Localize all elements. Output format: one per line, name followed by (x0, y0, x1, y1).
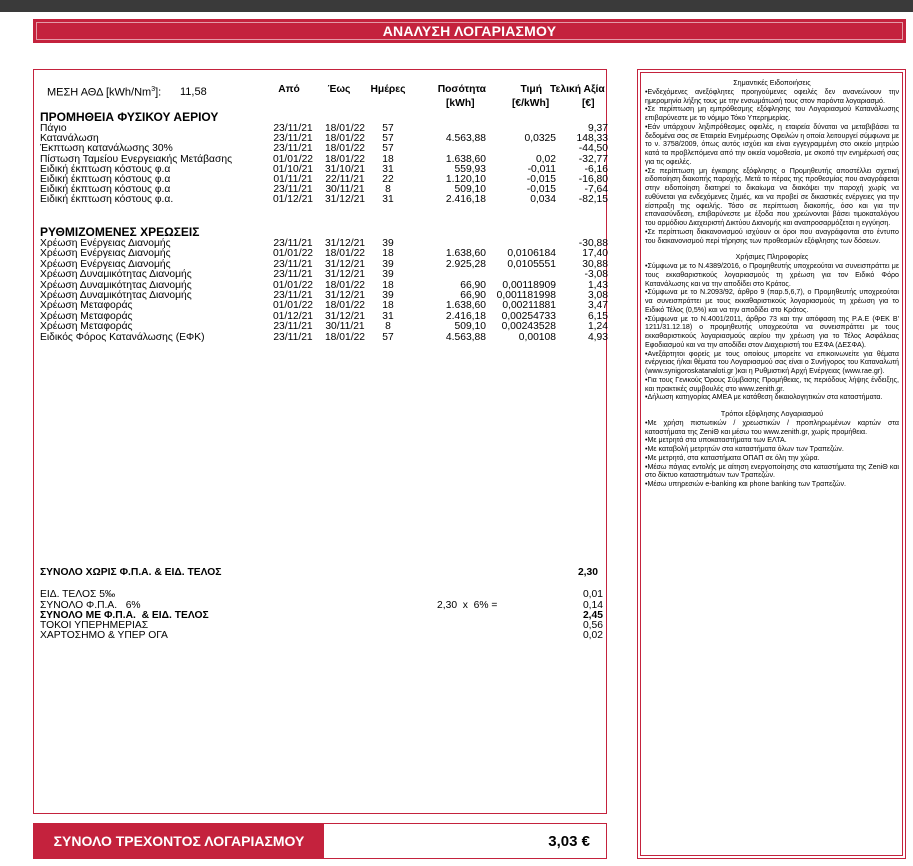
payment-method-item: •Με χρήση πιστωτικών / χρεωστικών / προπληρωμένων καρτών στα καταστήματα της ZeniΘ και μέσω του www.zenith.gr, χωρίς προμήθεια. (645, 418, 899, 436)
useful-info-item: •Σύμφωνα με το Ν.4389/2016, ο Προμηθευτής υποχρεούται να συνεισπράττει με τους εκκαθαριστικούς λογαριασμούς τη χρέωση για τον Ειδικό Φόρο Κατανάλωσης και να την αποδίδει στο Κράτος. (645, 262, 899, 288)
supply-row-days: 8 (385, 184, 391, 196)
supply-row-description: Ειδική έκπτωση κόστους φ.α (40, 163, 171, 175)
regulated-row-to-date: 31/12/21 (324, 238, 366, 249)
regulated-row-to-date: 18/01/22 (324, 300, 366, 312)
regulated-row-final-value: 1,43 (587, 279, 608, 291)
regulated-row-days: 18 (382, 279, 394, 291)
regulated-row-final-value: -30,88 (578, 238, 608, 249)
supply-row-description: Ειδική έκπτωση κόστους φ.α (40, 184, 171, 196)
useful-info-item: •Για τους Γενικούς Όρους Σύμβασης Προμήθειας, τις περιόδους λήψης ένδειξης, και πρακτικές συμβουλές στο www.zenith.gr. (645, 375, 899, 393)
supply-row-final-value: -16,80 (578, 174, 608, 185)
regulated-row-to-date: 31/12/21 (324, 310, 366, 322)
regulated-row-description: Χρέωση Δυναμικότητας Διανομής (40, 269, 192, 281)
regulated-row-price: 0,0105551 (507, 258, 556, 270)
regulated-row-final-value: 4,93 (587, 331, 608, 343)
regulated-row-description: Χρέωση Μεταφοράς (40, 321, 133, 333)
col-quantity-unit: [kWh] (446, 98, 475, 109)
regulated-row-final-value: -3,08 (584, 269, 608, 281)
regulated-row-quantity: 509,10 (454, 321, 486, 333)
supply-row-to-date: 18/01/22 (324, 153, 366, 165)
supply-title: ΠΡΟΜΗΘΕΙΑ ΦΥΣΙΚΟΥ ΑΕΡΙΟΥ (40, 110, 219, 124)
supply-row-price: -0,015 (526, 174, 556, 185)
supply-row-final-value: -44,50 (578, 143, 608, 155)
regulated-row-to-date: 18/01/22 (324, 279, 366, 291)
supply-row-to-date: 31/12/21 (324, 194, 366, 206)
col-days: Ημέρες (370, 84, 406, 95)
vat-value: 0,14 (582, 600, 603, 611)
regulated-row-price: 0,00118909 (502, 279, 556, 291)
supply-row-quantity: 559,93 (454, 163, 486, 175)
net-total-value: 2,30 (577, 567, 598, 578)
supply-row-days: 57 (382, 133, 394, 145)
important-notice-item: •Σε περίπτωση μη εμπρόθεσμης εξόφλησης του Λογαριασμού Κατανάλωσης επιβαρύνεστε με το νόμιμο Τόκο Υπερημερίας. (645, 105, 899, 122)
supply-row-price: -0,011 (527, 163, 556, 175)
useful-info-item: •Δήλωση κατηγορίας ΑΜΕΑ με κατάθεση δικαιολογητικών στα καταστήματα. (645, 393, 883, 402)
supply-row-quantity: 2.416,18 (445, 194, 486, 206)
regulated-row-to-date: 18/01/22 (324, 331, 366, 343)
regulated-row-price: 0,00211881 (502, 300, 556, 312)
col-final: Τελική Αξία (550, 84, 605, 95)
regulated-row-description: Χρέωση Ενέργειας Διανομής (40, 248, 171, 260)
regulated-row-description: Χρέωση Ενέργειας Διανομής (40, 238, 171, 249)
vat-calculation: 2,30 x 6% = (437, 600, 498, 611)
supply-row-from-date: 01/11/21 (273, 174, 313, 185)
regulated-row-from-date: 01/01/22 (272, 248, 314, 260)
supply-row-price: -0,015 (526, 184, 556, 196)
supply-row-to-date: 30/11/21 (325, 184, 365, 196)
supply-row-final-value: -6,16 (584, 163, 608, 175)
regulated-row-quantity: 1.638,60 (445, 248, 486, 260)
regulated-row-final-value: 3,47 (587, 300, 608, 312)
supply-row-to-date: 18/01/22 (324, 123, 366, 134)
regulated-row-price: 0,001181998 (496, 290, 556, 301)
supply-row-quantity: 4.563,88 (445, 133, 486, 145)
regulated-row-from-date: 23/11/21 (273, 269, 313, 281)
col-quantity: Ποσότητα (437, 84, 486, 95)
regulated-row-price: 0,00108 (518, 331, 556, 343)
supply-row-to-date: 31/10/21 (324, 163, 366, 175)
vat-label: ΣΥΝΟΛΟ Φ.Π.Α. 6% (40, 600, 141, 611)
supply-row-to-date: 18/01/22 (324, 143, 366, 155)
supply-row-from-date: 23/11/21 (273, 143, 313, 155)
supply-row-price: 0,0325 (524, 133, 556, 145)
supply-row-days: 18 (382, 153, 394, 165)
important-notice-item: •Εάν υπάρχουν ληξιπρόθεσμες οφειλές, η εταιρεία δύναται να μεταβιβάσει τα δεδομένα σας σε Εταιρεία Ενημέρωσης Οφειλών η οποία λειτουργεί σύμφωνα με το ν. 3758/2009, όπως αυτός ισχύει και είναι εγγεγραμμένη στο οικείο μητρώο κατά τα προβλεπόμενα από την οικεία νομοθεσία, με σκοπό την ενημέρωσή σας για τις οφειλές. (645, 122, 899, 166)
gross-total-label: ΣΥΝΟΛΟ ΜΕ Φ.Π.Α. & ΕΙΔ. ΤΕΛΟΣ (40, 610, 209, 621)
gross-total-value: 2,45 (582, 610, 603, 621)
supply-row-final-value: 148,33 (576, 133, 608, 145)
supply-row-days: 57 (382, 143, 394, 155)
regulated-row-days: 57 (382, 331, 394, 343)
regulated-row-from-date: 23/11/21 (273, 321, 313, 333)
regulated-row-final-value: 17,40 (582, 248, 608, 260)
regulated-row-from-date: 23/11/21 (273, 238, 313, 249)
regulated-row-from-date: 01/01/22 (272, 279, 314, 291)
col-to: Έως (327, 84, 351, 95)
supply-row-description: Πάγιο (40, 123, 67, 134)
supply-row-from-date: 23/11/21 (273, 123, 313, 134)
regulated-row-description: Χρέωση Μεταφοράς (40, 300, 133, 312)
page-title: ΑΝΑΛΥΣΗ ΛΟΓΑΡΙΑΣΜΟΥ (382, 23, 557, 39)
supply-row-to-date: 22/11/21 (325, 174, 365, 185)
stamp-duty-label: ΧΑΡΤΟΣΗΜΟ & ΥΠΕΡ ΟΓΑ (40, 630, 168, 641)
supply-row-description: Ειδική έκπτωση κόστους φ.α. (40, 194, 174, 206)
useful-info-item: •Σύμφωνα με το Ν.2093/92, άρθρο 9 (παρ.5,6,7), ο Προμηθευτής υποχρεούται να συνεισπράττει με τους εκκαθαριστικούς λογαριασμούς τη χρέωση για το Ειδικό Τέλος (0,5%) και να την αποδίδει στο Κράτος. (645, 288, 899, 314)
regulated-row-days: 39 (382, 269, 394, 281)
regulated-row-to-date: 31/12/21 (324, 290, 366, 301)
regulated-row-to-date: 31/12/21 (324, 269, 366, 281)
col-final-unit: [€] (582, 98, 595, 109)
supply-row-quantity: 1.638,60 (445, 153, 486, 165)
regulated-row-description: Ειδικός Φόρος Κατανάλωσης (ΕΦΚ) (40, 331, 205, 343)
current-bill-total-label: ΣΥΝΟΛΟ ΤΡΕΧΟΝΤΟΣ ΛΟΓΑΡΙΑΣΜΟΥ (34, 824, 324, 858)
regulated-row-days: 39 (382, 290, 394, 301)
supply-row-from-date: 23/11/21 (273, 184, 313, 196)
regulated-row-days: 31 (382, 310, 394, 322)
supply-row-description: Πίστωση Ταμείου Ενεργειακής Μετάβασης (40, 153, 233, 165)
current-bill-total (33, 823, 607, 859)
supply-row-price: 0,034 (530, 194, 556, 206)
regulated-row-from-date: 23/11/21 (273, 331, 313, 343)
regulated-row-days: 39 (382, 238, 394, 249)
payment-method-item: •Μέσω πάγιας εντολής με αίτηση ενεργοποίησης στα καταστήματα της ZeniΘ και στο δίκτυο καταστημάτων των Τραπεζών. (645, 462, 899, 480)
special-fee-label: ΕΙΔ. ΤΕΛΟΣ 5‰ (40, 589, 116, 600)
regulated-row-price: 0,0106184 (507, 248, 556, 260)
supply-row-description: Έκπτωση κατανάλωσης 30% (40, 143, 173, 155)
regulated-row-quantity: 4.563,88 (445, 331, 486, 343)
regulated-row-from-date: 01/12/21 (272, 310, 314, 322)
regulated-row-days: 39 (382, 258, 394, 270)
notes-content (645, 79, 899, 489)
supply-row-to-date: 18/01/22 (324, 133, 366, 145)
current-bill-total-value: 3,03 € (548, 832, 590, 850)
payment-method-item: •Με μετρητά στα υποκαταστήματα των ΕΛΤΑ. (645, 436, 787, 445)
supply-row-final-value: -32,77 (578, 153, 608, 165)
gcv-label: ΜΕΣΗ ΑΘΔ [kWh/Nm$^3$]: (47, 86, 162, 99)
regulated-row-price: 0,00254733 (501, 310, 556, 322)
top-bar (0, 0, 913, 12)
regulated-row-quantity: 1.638,60 (445, 300, 486, 312)
useful-info-item: •Ανεξάρτητοι φορείς με τους οποίους μπορείτε να επικοινωνείτε για θέματα ενέργειας ή/και θέματα του Λογαριασμού σας είναι ο Συνήγορος του Καταναλωτή (www.synigoroskatanaloti.gr )και η Ρυθμιστική Αρχή Ενέργειας (www.rae.gr). (645, 349, 899, 375)
payment-method-item: •Μέσω υπηρεσιών e-banking και phone banking των Τραπεζών. (645, 480, 846, 488)
col-price: Τιμή (520, 84, 542, 95)
supply-row-final-value: -7,64 (584, 184, 608, 196)
supply-row-days: 22 (382, 174, 394, 185)
regulated-row-quantity: 66,90 (460, 290, 486, 301)
regulated-row-days: 18 (382, 300, 394, 312)
regulated-row-final-value: 6,15 (587, 310, 608, 322)
interest-value: 0,56 (582, 620, 603, 631)
supply-row-from-date: 01/01/22 (272, 153, 314, 165)
supply-row-final-value: -82,15 (578, 194, 608, 206)
important-notices-title: Σημαντικές Ειδοποιήσεις (733, 79, 811, 87)
gcv-value: 11,58 (180, 86, 207, 98)
supply-row-days: 31 (382, 163, 394, 175)
regulated-row-to-date: 18/01/22 (324, 248, 366, 260)
regulated-row-final-value: 3,08 (587, 290, 608, 301)
useful-info-item: •Σύμφωνα με το Ν.4001/2011, άρθρο 73 και την απόφαση της Ρ.Α.Ε (ΦΕΚ Β' 1211/31.12.18) ο προμηθευτής υποχρεούται να συνεισπράττει με τους εκκαθαριστικούς λογαριασμούς αερίου την χρέωση για το Τέλος Ασφάλειας Εφοδιασμού και να την αποδίδει στον Διαχειριστή του ΕΣΦΑ (ΔΕΣΦΑ). (645, 314, 899, 349)
payment-methods-title: Τρόποι εξόφλησης Λογαριασμού (720, 410, 824, 418)
supply-row-price: 0,02 (535, 153, 556, 165)
regulated-row-description: Χρέωση Δυναμικότητας Διανομής (40, 279, 192, 291)
regulated-row-from-date: 23/11/21 (273, 290, 313, 301)
regulated-row-to-date: 31/12/21 (324, 258, 366, 270)
stamp-duty-value: 0,02 (582, 630, 603, 641)
regulated-row-quantity: 2.416,18 (445, 310, 486, 322)
supply-row-description: Ειδική έκπτωση κόστους φ.α (40, 174, 171, 185)
regulated-row-days: 18 (382, 248, 394, 260)
regulated-row-price: 0,00243528 (501, 321, 556, 333)
regulated-row-from-date: 23/11/21 (273, 258, 313, 270)
regulated-row-days: 8 (385, 321, 391, 333)
interest-label: ΤΟΚΟΙ ΥΠΕΡΗΜΕΡΙΑΣ (40, 620, 149, 631)
net-total-label: ΣΥΝΟΛΟ ΧΩΡΙΣ Φ.Π.Α. & ΕΙΔ. ΤΕΛΟΣ (40, 567, 222, 578)
regulated-row-to-date: 30/11/21 (325, 321, 365, 333)
supply-row-days: 31 (382, 194, 394, 206)
regulated-row-description: Χρέωση Μεταφοράς (40, 310, 133, 322)
regulated-row-from-date: 01/01/22 (272, 300, 314, 312)
supply-row-final-value: 9,37 (587, 123, 608, 134)
payment-method-item: •Με καταβολή μετρητών στα καταστήματα όλων των Τραπεζών. (645, 445, 844, 453)
regulated-row-quantity: 2.925,28 (445, 258, 486, 270)
regulated-row-description: Χρέωση Ενέργειας Διανομής (40, 258, 171, 270)
supply-row-description: Κατανάλωση (40, 133, 99, 145)
page-title-bar (33, 19, 906, 43)
important-notice-item: •Ενδεχόμενες ανεξόφλητες προηγούμενες οφειλές δεν ανανεώνουν την ημερομηνία λήξης τους με την ενσωμάτωσή τους στον παρόντα λογαριασμό. (645, 87, 899, 105)
regulated-row-final-value: 30,88 (582, 258, 608, 270)
useful-info-title: Χρήσιμες Πληροφορίες (735, 253, 809, 262)
payment-method-item: •Με μετρητά, στα καταστήματα ΟΠΑΠ σε όλη την χώρα. (645, 453, 820, 462)
supply-row-quantity: 509,10 (454, 184, 486, 196)
col-from: Από (278, 84, 300, 95)
supply-row-from-date: 01/12/21 (272, 194, 314, 206)
supply-row-quantity: 1.120,10 (445, 174, 486, 185)
regulated-row-quantity: 66,90 (460, 279, 486, 291)
supply-row-from-date: 01/10/21 (272, 163, 314, 175)
important-notice-item: •Σε περίπτωση διακανονισμού ισχύουν οι όροι που αναγράφονται στο έντυπο του διακανονισμού περί τήρησης των προθεσμιών εξόφλησης των δόσεων. (645, 227, 899, 245)
special-fee-value: 0,01 (582, 589, 603, 600)
regulated-row-final-value: 1,24 (587, 321, 608, 333)
regulated-title: ΡΥΘΜΙΖΟΜΕΝΕΣ ΧΡΕΩΣΕΙΣ (40, 225, 200, 239)
regulated-row-description: Χρέωση Δυναμικότητας Διανομής (40, 290, 192, 301)
supply-row-days: 57 (382, 123, 394, 134)
important-notice-item: •Σε περίπτωση μη έγκαιρης εξόφλησης ο Προμηθευτής αποστέλλει σχετική ειδοποίηση διακοπής παροχής. Μετά το πέρας της προθεσμίας που αναγράφεται στην ειδοποίηση διατηρεί το δικαίωμα να διακόψει την παροχή χωρίς να ευθύνεται για ενδεχόμενες ζημιές, και να προβεί σε δικαστικές ενέργειες για την είσπραξη της οφειλής. Τόσο σε περίπτωση διακοπής, όσο και για την επανασύνδεση, επιβαρύνεστε με έξοδα που χρεώνονται βάσει τιμοκαταλόγου του αρμόδιου Διαχειριστή Δικτύου Διανομής και αναπροσαρμόζεται η εγγύηση. (645, 166, 899, 227)
supply-row-from-date: 23/11/21 (273, 133, 313, 145)
col-price-unit: [€/kWh] (512, 98, 550, 109)
